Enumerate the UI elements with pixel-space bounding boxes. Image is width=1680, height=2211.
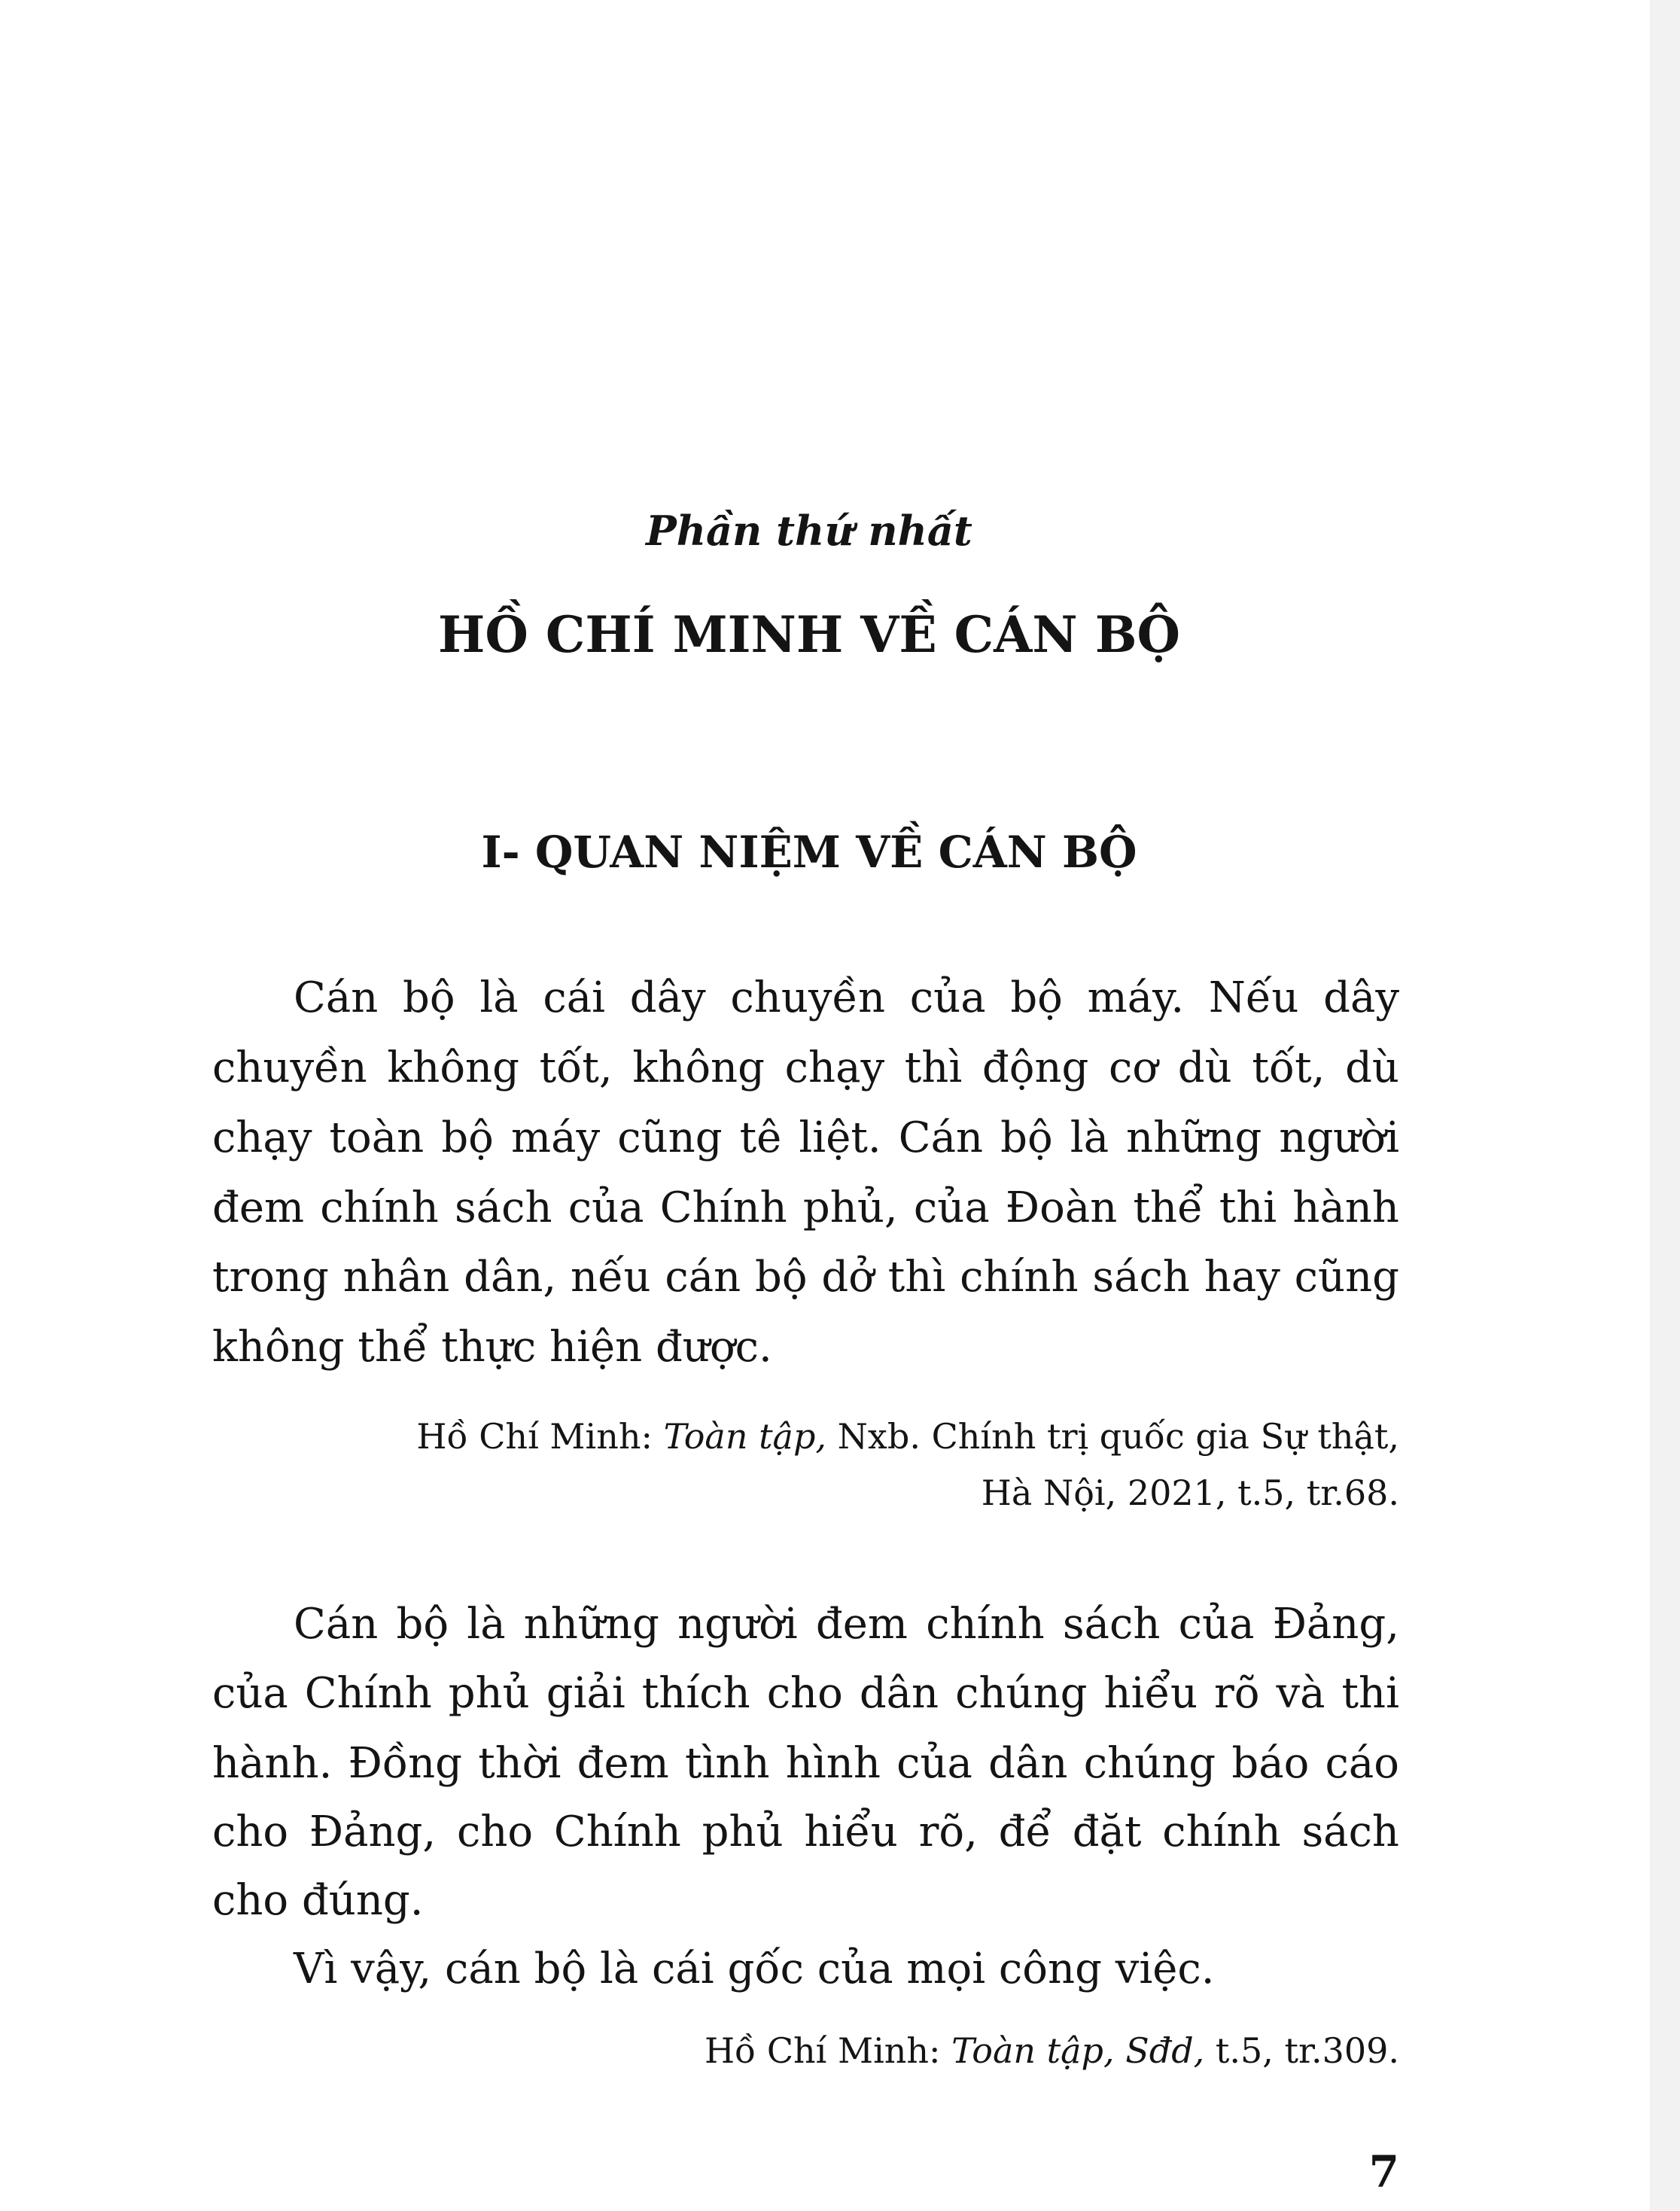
paragraph-1-line-3: chạy toàn bộ máy cũng tê liệt. Cán bộ là những người xyxy=(212,1113,1399,1162)
part-title: HỒ CHÍ MINH VỀ CÁN BỘ xyxy=(438,605,1180,664)
citation-1-line-1 xyxy=(416,1416,1399,1457)
paragraph-2-line-4: cho Đảng, cho Chính phủ hiểu rõ, để đặt chính sách xyxy=(212,1807,1399,1856)
paragraph-3: Vì vậy, cán bộ là cái gốc của mọi công việc. xyxy=(294,1945,1215,1993)
paragraph-2-line-3: hành. Đồng thời đem tình hình của dân chúng báo cáo xyxy=(212,1739,1399,1788)
paragraph-1-line-2: chuyền không tốt, không chạy thì động cơ dù tốt, dù xyxy=(212,1043,1399,1092)
paragraph-2-line-1: Cán bộ là những người đem chính sách của Đảng, xyxy=(294,1600,1399,1649)
citation-1-line-2: Hà Nội, 2021, t.5, tr.68. xyxy=(981,1472,1399,1513)
citation-1-publisher: Nxb. Chính trị quốc gia Sự thật, xyxy=(826,1416,1399,1457)
paragraph-1-line-6: không thể thực hiện được. xyxy=(212,1323,772,1372)
citation-2-rest: t.5, tr.309. xyxy=(1204,2030,1399,2071)
page-edge-shadow xyxy=(1650,0,1680,2211)
paragraph-2-line-5: cho đúng. xyxy=(212,1876,424,1925)
citation-2-author: Hồ Chí Minh: xyxy=(704,2030,952,2071)
section-heading: I- QUAN NIỆM VỀ CÁN BỘ xyxy=(481,827,1137,878)
page-number: 7 xyxy=(1368,2146,1399,2197)
part-label: Phần thứ nhất xyxy=(646,507,972,555)
paragraph-2-line-2: của Chính phủ giải thích cho dân chúng hiểu rõ và thi xyxy=(212,1669,1399,1718)
citation-2 xyxy=(704,2030,1399,2071)
citation-1-work: Toàn tập, xyxy=(663,1416,827,1457)
citation-2-work: Toàn tập, Sđd, xyxy=(951,2030,1205,2071)
paragraph-1-line-4: đem chính sách của Chính phủ, của Đoàn thể thi hành xyxy=(212,1183,1399,1232)
paragraph-1-line-1: Cán bộ là cái dây chuyền của bộ máy. Nếu dây xyxy=(294,973,1399,1022)
citation-1-author: Hồ Chí Minh: xyxy=(416,1416,664,1457)
paragraph-1-line-5: trong nhân dân, nếu cán bộ dở thì chính sách hay cũng xyxy=(212,1253,1399,1302)
